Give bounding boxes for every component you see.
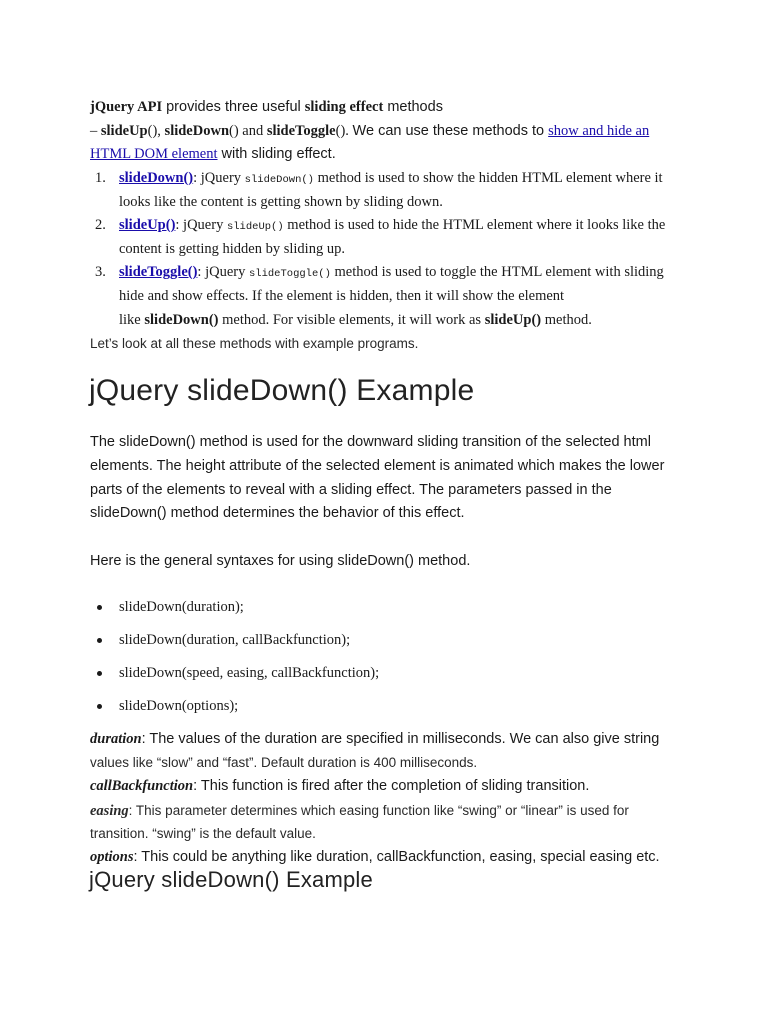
intro-line-2 xyxy=(90,123,649,140)
paragraph-line: parts of the elements to reveal with a sliding effect. The parameters passed in the xyxy=(90,482,612,498)
jquery-api-term: jQuery API xyxy=(90,99,163,115)
list-item-line: looks like the content is getting shown by sliding down. xyxy=(119,194,443,210)
bullet-icon xyxy=(97,605,102,610)
list-number: 2. xyxy=(95,217,106,233)
param-term: callBackfunction xyxy=(90,778,194,794)
sliding-effect-term: sliding effect xyxy=(304,99,384,115)
list-text: method is used to hide the HTML element where it looks like the xyxy=(283,217,666,233)
paragraph-line: The slideDown() method is used for the downward sliding transition of the selected html xyxy=(90,434,651,450)
html-dom-element-link[interactable]: HTML DOM element xyxy=(90,146,218,162)
list-number: 1. xyxy=(95,170,106,186)
param-line: values like “slow” and “fast”. Default duration is 400 milliseconds. xyxy=(90,755,478,770)
slidedown-term: slideDown() xyxy=(144,312,219,328)
bullet-icon xyxy=(97,638,102,643)
intro-line-1 xyxy=(90,99,443,116)
list-item: slideDown(duration, callBackfunction); xyxy=(119,632,351,648)
slideup-link[interactable]: slideUp() xyxy=(119,217,176,233)
list-text: method is used to toggle the HTML element with sliding xyxy=(330,264,664,280)
intro-text: provides three useful xyxy=(162,99,305,115)
code-inline: slideToggle() xyxy=(248,268,331,280)
list-item-line xyxy=(119,312,592,329)
param-text: : This function is fired after the completion of sliding transition. xyxy=(193,778,590,794)
intro-text: We can use these methods to xyxy=(352,123,549,139)
lets-look-text: Let’s look at all these methods with example programs. xyxy=(90,336,419,351)
list-text: like xyxy=(119,312,145,328)
param-easing xyxy=(90,803,629,820)
intro-line-3 xyxy=(90,146,336,163)
code-inline: slideUp() xyxy=(226,221,284,233)
bullet-icon xyxy=(97,704,102,709)
section-heading: jQuery slideDown() Example xyxy=(89,867,373,892)
slidetoggle-term: slideToggle xyxy=(266,123,336,139)
list-text: : jQuery xyxy=(193,170,245,186)
slidedown-link[interactable]: slideDown() xyxy=(119,170,194,186)
list-item: slideDown(speed, easing, callBackfunction); xyxy=(119,665,380,681)
param-options xyxy=(90,849,660,866)
intro-text: () and xyxy=(229,123,267,139)
show-hide-link[interactable]: show and hide an xyxy=(548,123,650,139)
slideup-term: slideUp() xyxy=(484,312,542,328)
paragraph-line: elements. The height attribute of the selected element is animated which makes the lower xyxy=(90,458,665,474)
list-text: method is used to show the hidden HTML element where it xyxy=(313,170,663,186)
list-text: method. xyxy=(541,312,592,328)
syntax-intro: Here is the general syntaxes for using slideDown() method. xyxy=(90,553,471,569)
param-text: : This could be anything like duration, callBackfunction, easing, special easing etc. xyxy=(133,849,660,865)
list-text: : jQuery xyxy=(197,264,249,280)
paragraph-line: slideDown() method determines the behavior of this effect. xyxy=(90,505,465,521)
list-item-line: content is getting hidden by sliding up. xyxy=(119,241,345,257)
code-inline: slideDown() xyxy=(244,174,314,186)
param-text: : This parameter determines which easing function like “swing” or “linear” is used for xyxy=(128,803,629,818)
list-text: method. For visible elements, it will work as xyxy=(218,312,485,328)
list-number: 3. xyxy=(95,264,106,280)
slideup-term: slideUp xyxy=(100,123,148,139)
param-text: : The values of the duration are specified in milliseconds. We can also give string xyxy=(141,731,660,747)
param-callback xyxy=(90,778,589,795)
slidedown-term: slideDown xyxy=(164,123,230,139)
list-item: slideDown(duration); xyxy=(119,599,244,615)
param-term: easing xyxy=(90,803,129,819)
intro-text: with sliding effect. xyxy=(217,146,336,162)
slidetoggle-link[interactable]: slideToggle() xyxy=(119,264,198,280)
page-heading: jQuery slideDown() Example xyxy=(89,374,475,407)
param-term: options xyxy=(90,849,134,865)
intro-text: (), xyxy=(147,123,165,139)
param-duration xyxy=(90,731,659,748)
list-item-line: hide and show effects. If the element is hidden, then it will show the element xyxy=(119,288,565,304)
list-item: slideDown(options); xyxy=(119,698,239,714)
list-text: : jQuery xyxy=(175,217,227,233)
intro-text: – xyxy=(90,123,101,139)
list-item-slidedown xyxy=(119,170,663,187)
param-line: transition. “swing” is the default value. xyxy=(90,826,316,841)
intro-text: (). xyxy=(335,123,353,139)
list-item-slideup xyxy=(119,217,665,234)
list-item-slidetoggle xyxy=(119,264,664,281)
param-term: duration xyxy=(90,731,142,747)
intro-text: methods xyxy=(383,99,443,115)
bullet-icon xyxy=(97,671,102,676)
